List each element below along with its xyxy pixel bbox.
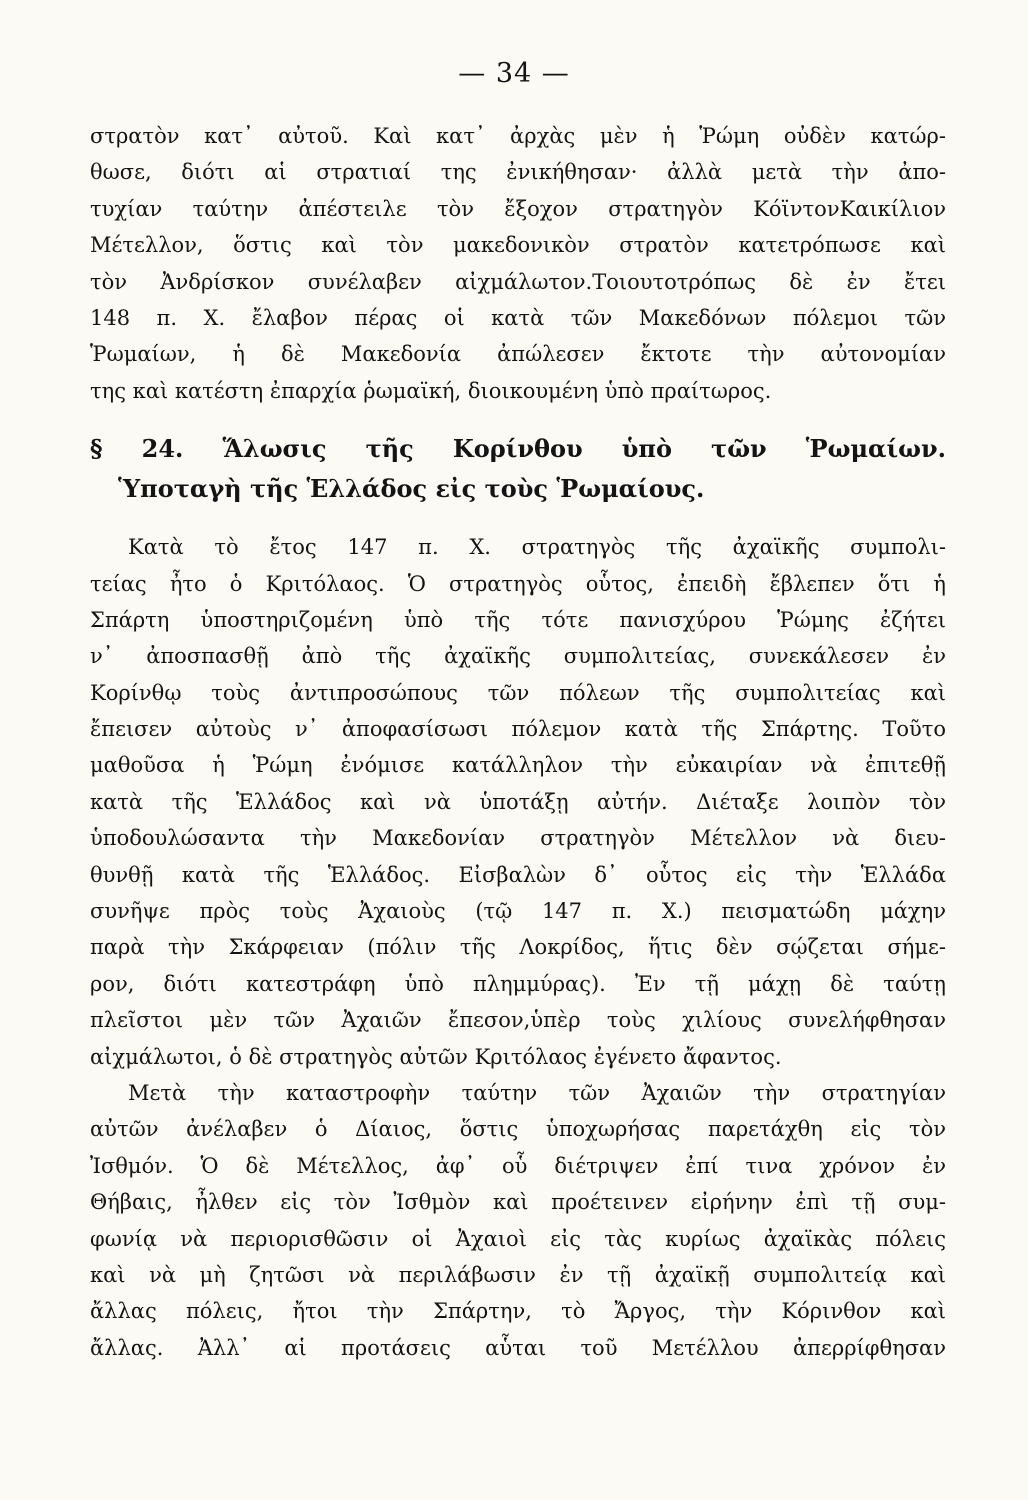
page-number: — 34 — xyxy=(458,58,570,89)
text-line: καὶ νὰ μὴ ζητῶσι νὰ περιλάβωσιν ἐν τῇ ἀχαϊκῇ συμπολιτείᾳ καὶ xyxy=(90,1262,946,1287)
text-line: ρον, διότι κατεστράφη ὑπὸ πλημμύρας). Ἐν τῇ μάχῃ δὲ ταύτῃ xyxy=(90,971,946,996)
text-line: στρατὸν κατ᾽ αὐτοῦ. Καὶ κατ᾽ ἀρχὰς μὲν ἡ Ῥώμη οὐδὲν κατώρ- xyxy=(90,124,946,148)
text-line: αὐτῶν ἀνέλαβεν ὁ Δίαιος, ὅστις ὑποχωρήσας παρετάχθη εἰς τὸν xyxy=(90,1117,946,1142)
text-line: θυνθῇ κατὰ τῆς Ἑλλάδος. Εἰσβαλὼν δ᾽ οὗτος εἰς τὴν Ἑλλάδα xyxy=(90,862,946,887)
section-heading-line-1: § 24. Ἅλωσις τῆς Κορίνθου ὑπὸ τῶν Ῥωμαίων. xyxy=(90,434,946,464)
text-line: κατὰ τῆς Ἑλλάδος καὶ νὰ ὑποτάξῃ αὐτήν. Διέταξε λοιπὸν τὸν xyxy=(90,789,946,814)
text-line: ἄλλας. Ἀλλ᾽ αἱ προτάσεις αὗται τοῦ Μετέλλου ἀπερρίφθησαν xyxy=(90,1335,946,1360)
intro-text xyxy=(90,118,946,409)
text-line: Ἰσθμόν. Ὁ δὲ Μέτελλος, ἀφ᾽ οὗ διέτριψεν ἐπί τινα χρόνον ἐν xyxy=(90,1153,946,1178)
text-line: πλεῖστοι μὲν τῶν Ἀχαιῶν ἔπεσον,ὑπὲρ τοὺς χιλίους συνελήφθησαν xyxy=(90,1008,946,1033)
text-line: θωσε, διότι αἱ στρατιαί της ἐνικήθησαν· ἀλλὰ μετὰ τὴν ἀπο- xyxy=(90,160,946,185)
text-line: τὸν Ἀνδρίσκον συνέλαβεν αἰχμάλωτον.Τοιουτοτρόπως δὲ ἐν ἔτει xyxy=(90,269,946,294)
text-line: ν᾽ ἀποσπασθῇ ἀπὸ τῆς ἀχαϊκῆς συμπολιτείας, συνεκάλεσεν ἐν xyxy=(90,644,946,669)
text-line: Μετὰ τὴν καταστροφὴν ταύτην τῶν Ἀχαιῶν τὴν στρατηγίαν xyxy=(128,1080,946,1105)
text-line: φωνίᾳ νὰ περιορισθῶσιν οἱ Ἀχαιοὶ εἰς τὰς κυρίως ἀχαϊκὰς πόλεις xyxy=(90,1226,946,1251)
text-line: ἄλλας πόλεις, ἤτοι τὴν Σπάρτην, τὸ Ἄργος, τὴν Κόρινθον καὶ xyxy=(90,1299,946,1324)
text-line: Κορίνθῳ τοὺς ἀντιπροσώπους τῶν πόλεων τῆς συμπολιτείας καὶ xyxy=(90,680,946,705)
paragraph-1 xyxy=(90,529,946,1075)
text-line: Θήβαις, ἦλθεν εἰς τὸν Ἰσθμὸν καὶ προέτεινεν εἰρήνην ἐπὶ τῇ συμ- xyxy=(90,1190,946,1215)
text-line: τυχίαν ταύτην ἀπέστειλε τὸν ἔξοχον στρατηγὸν ΚόϊντονΚαικίλιον xyxy=(90,196,946,221)
section-heading-line-2: Ὑποταγὴ τῆς Ἑλλάδος εἰς τοὺς Ῥωμαίους. xyxy=(118,474,705,504)
text-line: ἔπεισεν αὐτοὺς ν᾽ ἀποφασίσωσι πόλεμον κατὰ τῆς Σπάρτης. Τοῦτο xyxy=(90,717,946,742)
text-line: Κατὰ τὸ ἔτος 147 π. Χ. στρατηγὸς τῆς ἀχαϊκῆς συμπολι- xyxy=(128,535,946,560)
page-body xyxy=(90,118,946,1366)
text-line: μαθοῦσα ἡ Ῥώμη ἐνόμισε κατάλληλον τὴν εὐκαιρίαν νὰ ἐπιτεθῇ xyxy=(90,753,946,778)
text-line: Μέτελλον, ὅστις καὶ τὸν μακεδονικὸν στρατὸν κατετρόπωσε καὶ xyxy=(90,233,946,258)
text-line: συνῆψε πρὸς τοὺς Ἀχαιοὺς (τῷ 147 π. Χ.) πεισματώδη μάχην xyxy=(90,899,946,924)
text-line: αἰχμάλωτοι, ὁ δὲ στρατηγὸς αὐτῶν Κριτόλαος ἐγένετο ἄφαντος. xyxy=(90,1044,782,1069)
text-line: Ῥωμαίων, ἡ δὲ Μακεδονία ἀπώλεσεν ἔκτοτε τὴν αὐτονομίαν xyxy=(90,342,946,367)
text-line: τείας ἦτο ὁ Κριτόλαος. Ὁ στρατηγὸς οὗτος, ἐπειδὴ ἔβλεπεν ὅτι ἡ xyxy=(90,571,946,596)
section-heading xyxy=(90,429,946,509)
text-line: παρὰ τὴν Σκάρφειαν (πόλιν τῆς Λοκρίδος, ἥτις δὲν σῴζεται σήμε- xyxy=(90,935,946,960)
text-line: Σπάρτη ὑποστηριζομένη ὑπὸ τῆς τότε πανισχύρου Ῥώμης ἐζήτει xyxy=(90,607,946,632)
paragraph-2 xyxy=(90,1075,946,1366)
text-line: 148 π. Χ. ἔλαβον πέρας οἱ κατὰ τῶν Μακεδόνων πόλεμοι τῶν xyxy=(90,305,946,330)
text-line: της καὶ κατέστη ἐπαρχία ῥωμαϊκή, διοικουμένη ὑπὸ πραίτωρος. xyxy=(90,378,772,403)
text-line: ὑποδουλώσαντα τὴν Μακεδονίαν στρατηγὸν Μέτελλον νὰ διευ- xyxy=(90,826,946,851)
